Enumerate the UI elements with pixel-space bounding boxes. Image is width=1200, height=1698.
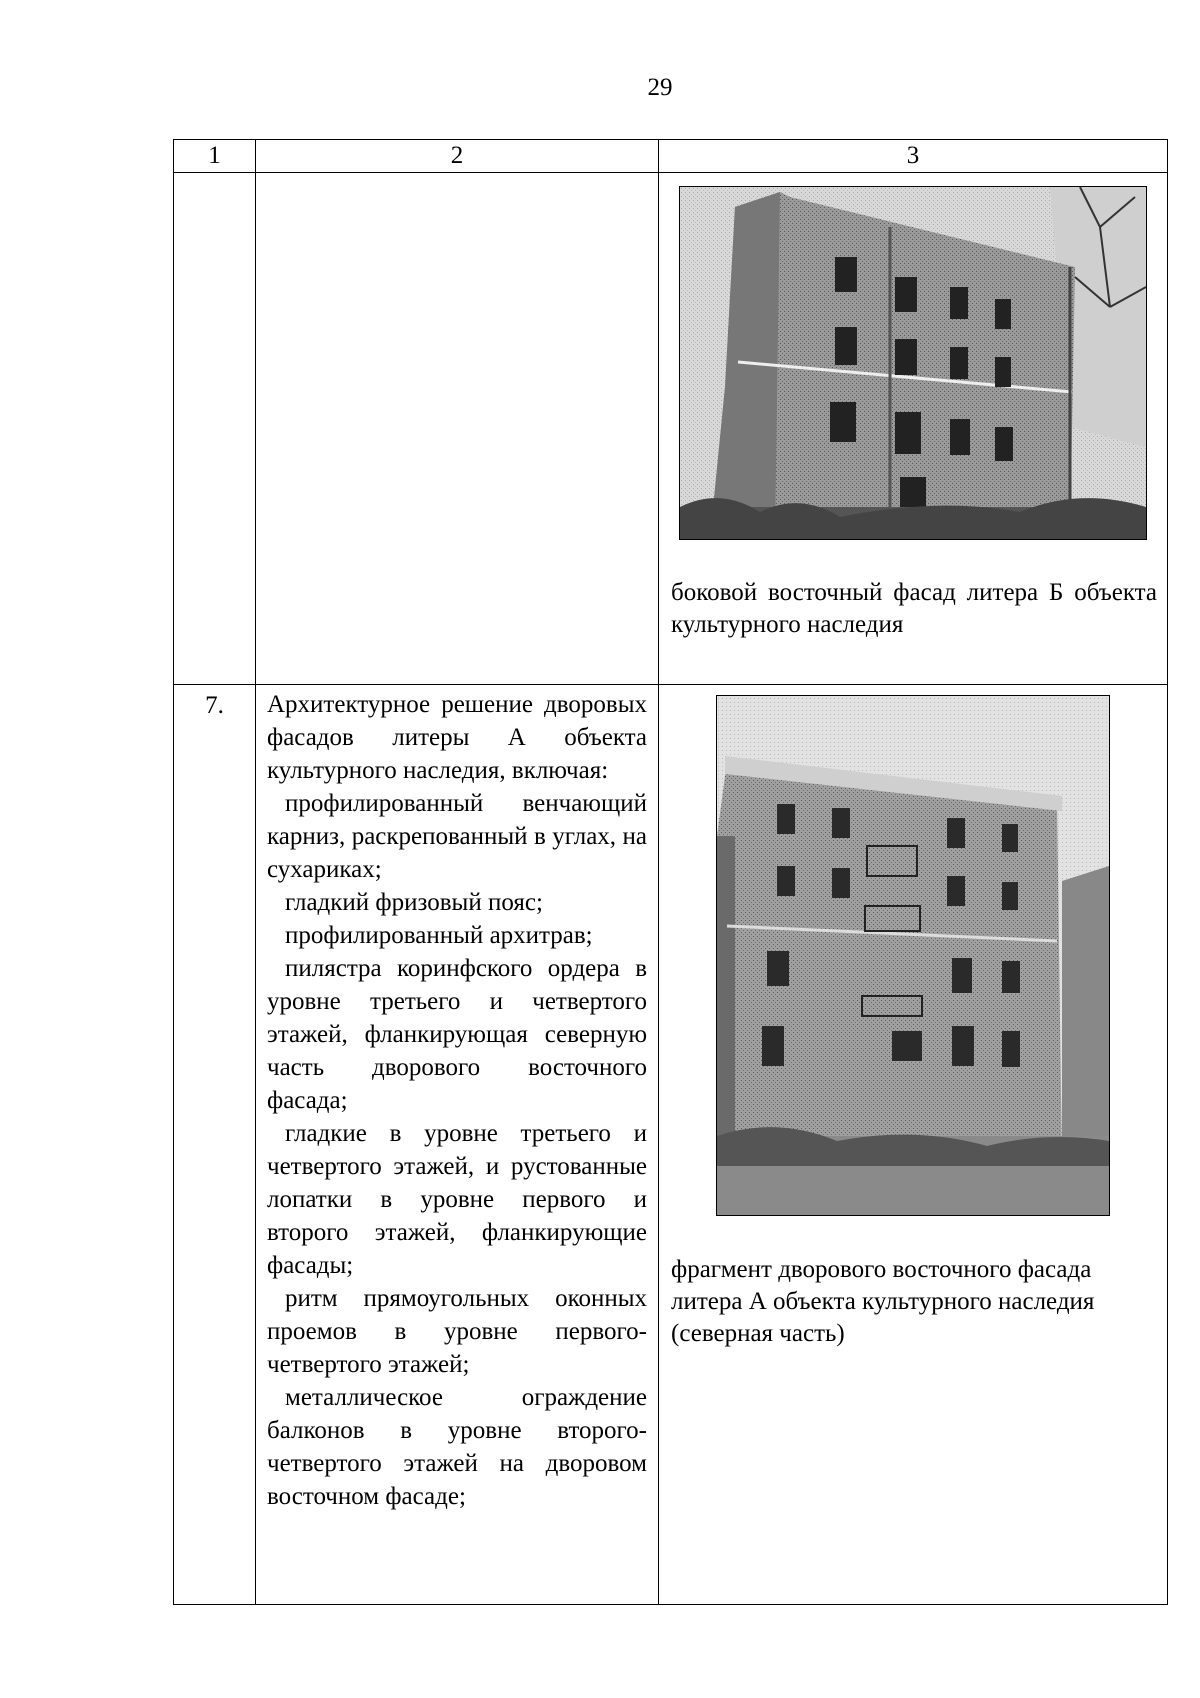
photo-caption: фрагмент дворового восточного фасада литера А объекта культурного наследия (северная часть)	[671, 1256, 1095, 1347]
list-item: пилястра коринфского ордера в уровне третьего и четвертого этажей, фланкирующая северную часть дворового восточного фасада;	[267, 955, 647, 1114]
list-item: ритм прямоугольных оконных проемов в уровне первого-четвертого этажей;	[267, 1285, 647, 1378]
header-col-1: 1	[174, 140, 256, 173]
row-photo-cell	[659, 685, 1168, 1605]
list-item: профилированный архитрав;	[285, 922, 593, 949]
table-row	[174, 685, 1168, 1605]
table-row	[174, 173, 1168, 685]
building-photo-icon	[679, 186, 1147, 540]
page-number: 29	[647, 74, 673, 101]
heritage-table	[173, 139, 1168, 1605]
row-number-cell	[174, 173, 256, 685]
list-item: металлическое ограждение балконов в уровне второго-четвертого этажей на дворовом восточном фасаде;	[267, 1384, 647, 1510]
list-item: профилированный венчающий карниз, раскрепованный в углах, на сухариках;	[267, 790, 647, 883]
table-header-row	[174, 140, 1168, 173]
building-photo-icon	[716, 695, 1110, 1216]
row-photo-cell	[659, 173, 1168, 685]
row-description-cell	[256, 173, 659, 685]
header-col-2: 2	[256, 140, 659, 173]
list-item: гладкий фризовый пояс;	[285, 889, 543, 916]
photo-caption: боковой восточный фасад литера Б объекта культурного наследия	[671, 579, 1157, 638]
row-description-cell	[256, 685, 659, 1605]
description-intro: Архитектурное решение дворовых фасадов литеры А объекта культурного наследия, включая:	[267, 691, 647, 784]
header-col-3: 3	[659, 140, 1168, 173]
row-number-cell: 7.	[174, 685, 256, 1605]
list-item: гладкие в уровне третьего и четвертого этажей, и рустованные лопатки в уровне первого и второго этажей, фланкирующие фасады;	[267, 1120, 647, 1279]
